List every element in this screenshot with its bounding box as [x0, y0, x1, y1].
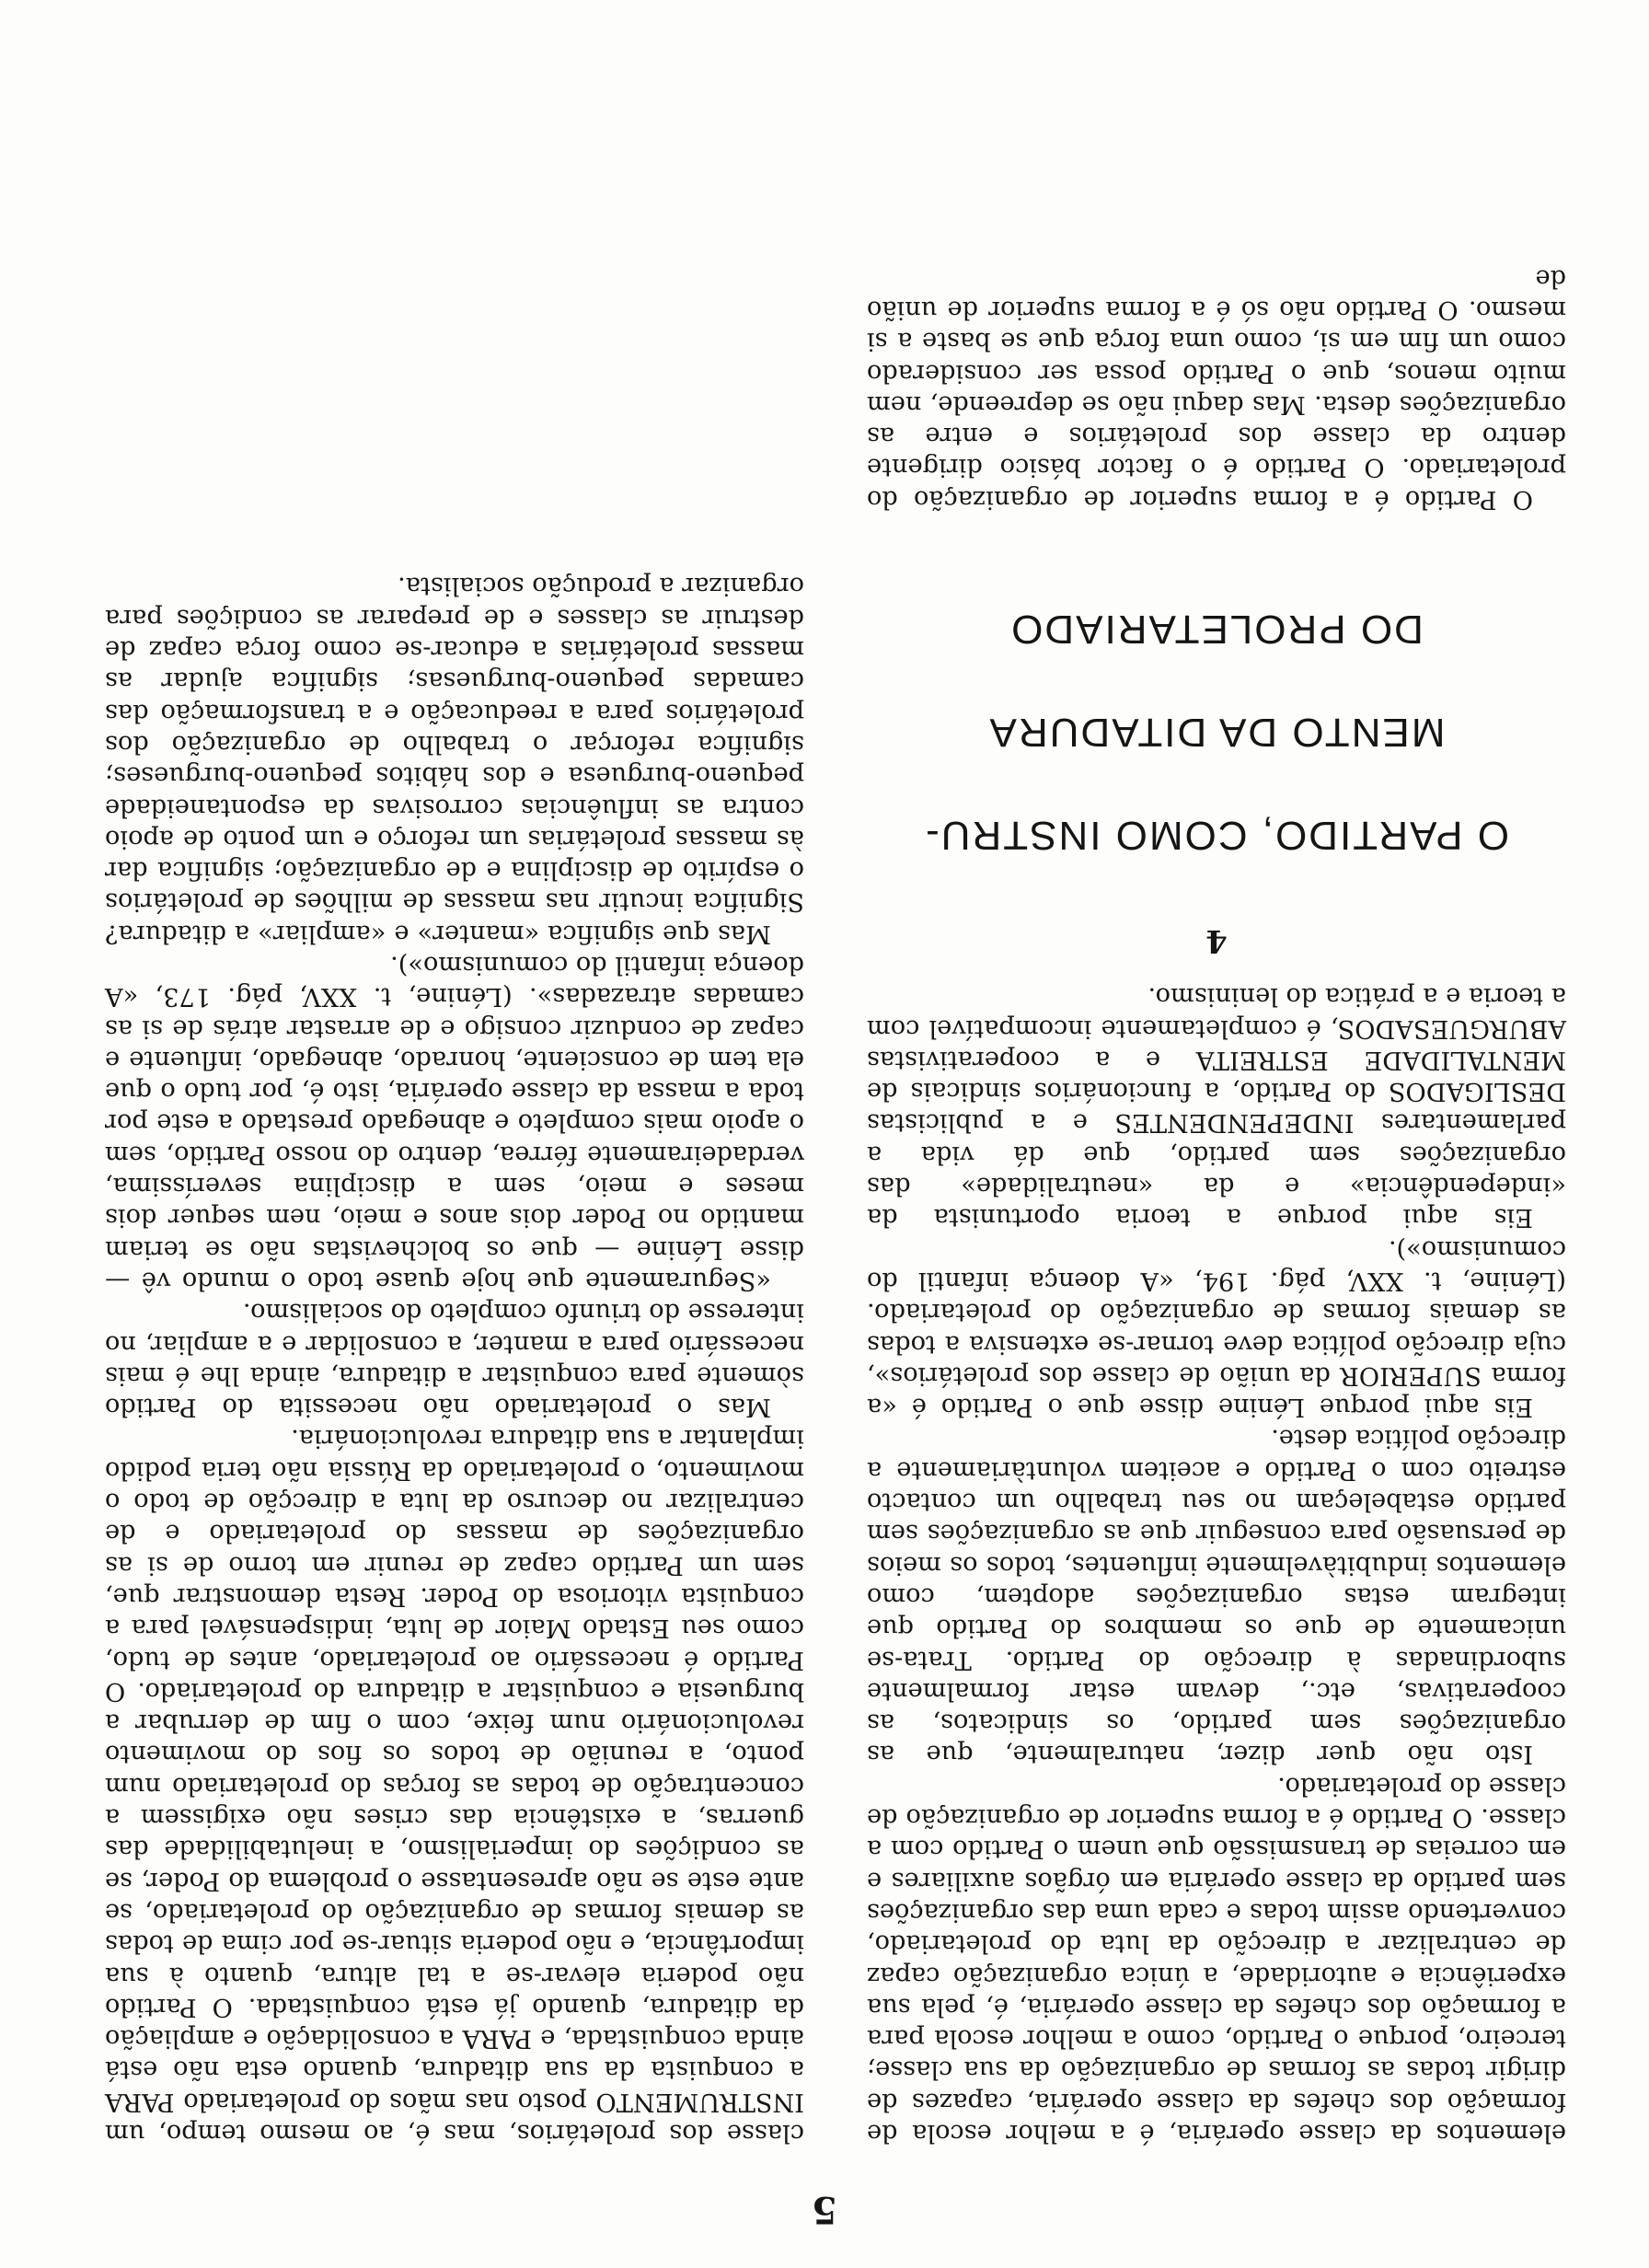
paragraph: classe dos proletários, mas é, ao mesmo tempo, um INSTRUMENTO posto nas mãos do proletariado PARA a conquista da sua ditadura, quando esta não está ainda conquistada, e PARA a consolidação e ampliação da ditadura, quando já está conquistada. O Partido não poderia elevar-se a tal altura, quanto à sua importância, e não poderia situar-se por cima de todas as demais formas de organização do proletariado, se ante este se não apresentasse o problema do Poder, se as condições do imperialismo, a inelutabilidade das guerras, a existência das crises não exigissem a concentração de todas as forças do proletariado num ponto, a reunião de todos os fios do movimento revolucionário num feixe, com o fim de derrubar a burguesia e conquistar a ditadura do proletariado. O Partido é necessário ao proletariado, antes de tudo, como seu Estado Maior de luta, indispensável para a conquista vitoriosa do Poder. Resta demonstrar que, sem um Partido capaz de reunir em torno de si as organizações de massas do proletariado e de centralizar no decurso da luta a direcção de todo o movimento, o proletariado da Rússia não teria podido implantar a sua ditadura revolucionária. [105, 1424, 804, 2147]
right-column [105, 570, 804, 2148]
page-number: 5 [812, 2188, 837, 2231]
paragraph: Mas o proletariado não necessita do Partido sòmente para conquistar a ditadura, ainda lhe é mais necessário para a manter, a consolidar e a ampliar, no interesse do triunfo completo do socialismo. [105, 1298, 804, 1422]
left-column-after-heading [867, 261, 1566, 514]
paragraph: «Seguramente que hoje quase todo o mundo vê — disse Lénine — que os bolchevistas não se teriam mantido no Poder dois anos e meio, nem sequer dois meses e meio, sem a disciplina severíssima, verdadeiramente férrea, dentro do nosso Partido, sem o apoio mais completo e abnegado prestado a este por toda a massa da classe operária, isto é, por tudo o que ela tem de consciente, honrado, abnegado, influente e capaz de conduzir consigo e de arrastar atrás de si as camadas atrazadas». (Lénine, t. XXV, pág. 173, «A doença infantil do comunismo»). [105, 951, 804, 1295]
left-column-paragraphs [867, 980, 1566, 2148]
chapter-heading [867, 551, 1566, 960]
paragraph: Eis aqui porque Lénine disse que o Partido é «a forma SUPERIOR da união de classe dos proletários», cuja direcção política deve tornar-se extensiva a todas as demais formas de organização do proletariado. (Lénine, t. XXV, pág. 194, «A doença infantil do comunismo»). [867, 1234, 1566, 1422]
left-column [867, 261, 1566, 2148]
chapter-title-line: DO PROLETARIADO [1009, 606, 1424, 652]
chapter-title-line: MENTO DA DITADURA [987, 709, 1446, 755]
paragraph: Isto não quer dizer, naturalmente, que as organizações sem partido, os sindicatos, as cooperativas, etc., devam estar formalmente subordinadas à direcção do Partido. Trata-se unicamente de que os membros do Partido que integram estas organizações adoptem, como elementos indubitàvelmente influentes, todos os meios de persuasão para conseguir que as organizações sem partido estabeleçam no seu trabalho um contacto estreito com o Partido e aceitem voluntàriamente a direcção política deste. [867, 1424, 1566, 1769]
chapter-number: 4 [1205, 922, 1228, 960]
paragraph: O Partido é a forma superior de organização do proletariado. O Partido é o factor básico dirigente dentro da classe dos proletários e entre as organizações desta. Mas daqui não se depreende, nem muito menos, que o Partido possa ser considerado como um fim em si, como uma força que se baste a si mesmo. O Partido não só é a forma superior de união de [867, 263, 1566, 514]
chapter-title-line: O PARTIDO, COMO INSTRU- [924, 812, 1509, 858]
chapter-title [867, 551, 1566, 912]
paragraph: Eis aqui porque a teoria oportunista da «independência» e da «neutralidade» das organizações sem partido, que dá vida a parlamentares INDEPENDENTES e a publicistas DESLIGADOS do Partido, a funcionários sindicais de MENTALIDADE ESTREITA e a cooperativistas ABURGUESADOS, é completamente incompatível com a teoria e a prática do leninismo. [867, 982, 1566, 1232]
paragraph: elementos da classe operária, é a melhor escola de formação dos chefes da classe operária, capazes de dirigir todas as formas de organização da sua classe; terceiro, porque o Partido, como a melhor escola para a formação dos chefes da classe operária, é, pela sua experiência e autoridade, a única organização capaz de centralizar a direcção da luta do proletariado, convertendo assim todas e cada uma das organizações sem partido da classe operária em órgãos auxiliares e em correias de transmissão que unem o Partido com a classe. O Partido é a forma superior de organização de classe do proletariado. [867, 1771, 1566, 2147]
paragraph: Mas que significa «manter» e «ampliar» a ditadura? Significa incutir nas massas de milhões de proletários o espírito de disciplina e de organização; significa dar às massas proletárias um reforço e um ponto de apoio contra as influências corrosivas da espontaneidade pequeno-burguesa e dos hábitos pequeno-burgueses; significa reforçar o trabalho de organização dos proletários para a reeducação e a transformação das camadas pequeno-burguesas; significa ajudar as massas proletárias a educar-se como força capaz de destruir as classes e de preparar as condições para organizar a produção socialista. [105, 572, 804, 948]
